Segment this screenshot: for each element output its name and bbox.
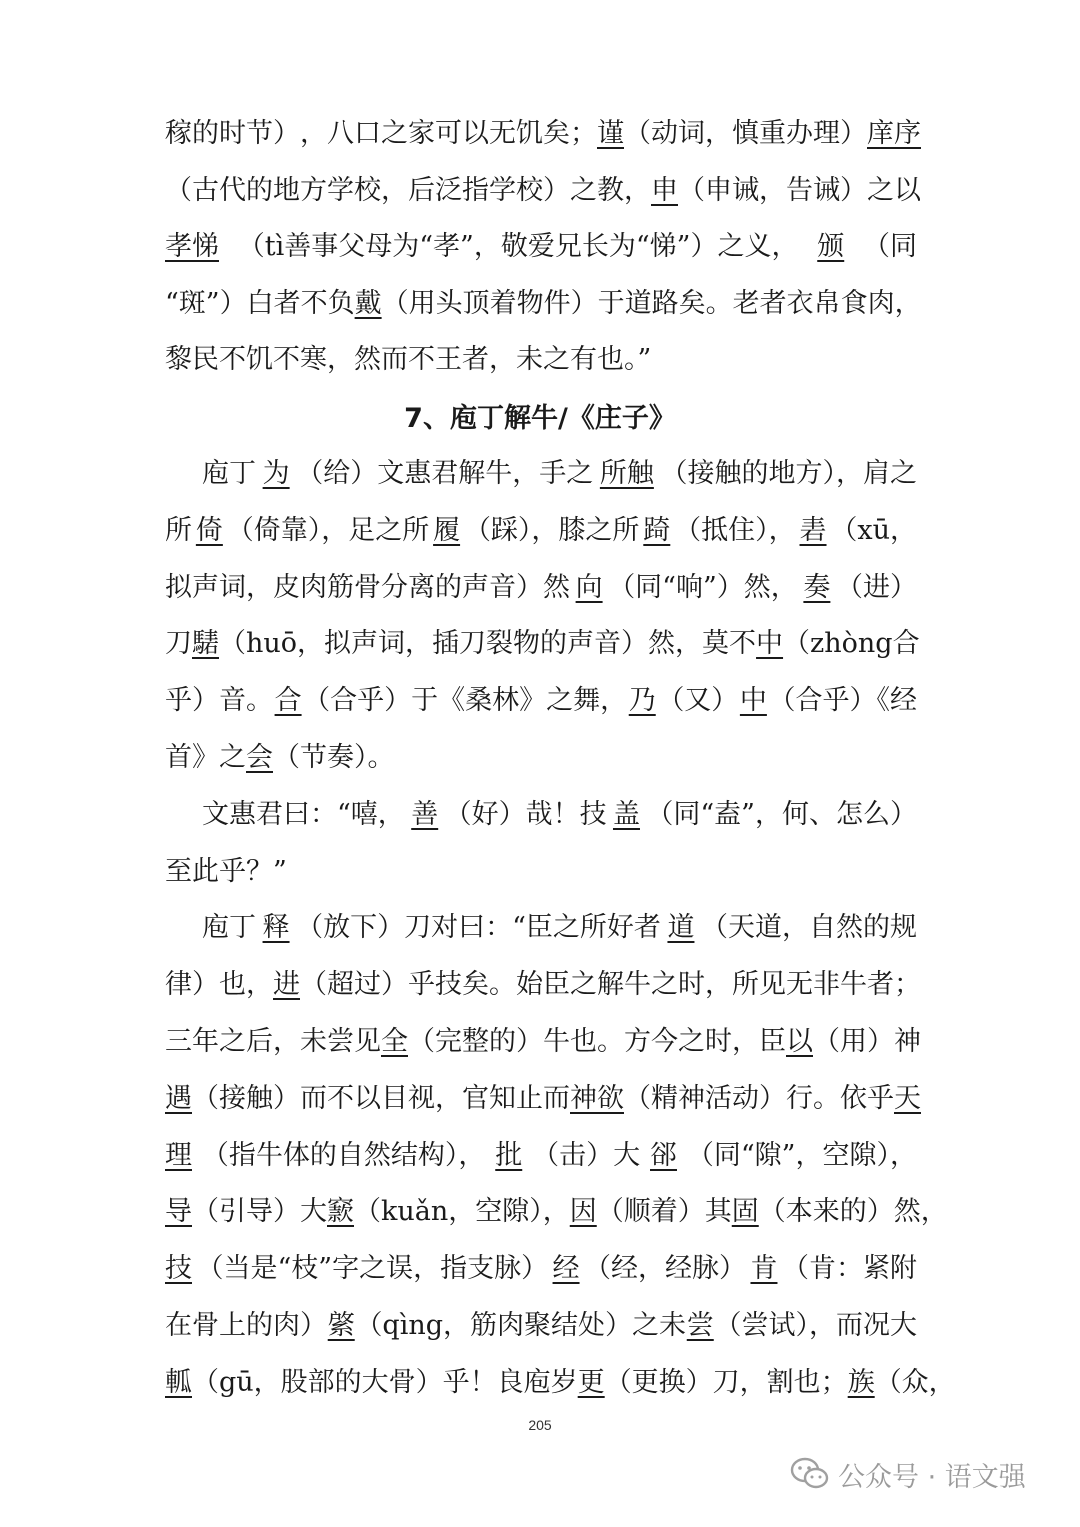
text-run: 庖丁 xyxy=(202,458,256,489)
text-run: 三年之后，未尝见 xyxy=(165,1026,381,1057)
text-run: （用头顶着物件）于道路矣。老者衣帛食肉， xyxy=(381,287,922,319)
text-line xyxy=(202,454,917,494)
keyword-underlined: 申 xyxy=(651,174,678,206)
text-run: （huō，拟声词，插刀裂物的声音）然，莫不 xyxy=(219,628,757,660)
keyword-underlined: 遇 xyxy=(165,1082,192,1114)
text-run: （tì善事父母为“孝”，敬爱兄长为“悌”）之义， xyxy=(237,231,799,262)
text-line xyxy=(165,624,920,664)
text-run: （古代的地方学校，后泛指学校）之教， xyxy=(165,174,651,206)
text-run: 所 xyxy=(165,514,192,546)
text-line xyxy=(165,852,917,892)
text-run: （进） xyxy=(835,571,917,603)
text-run: （用）神 xyxy=(813,1026,921,1057)
text-run: （尝试），而况大 xyxy=(714,1310,917,1341)
text-run: （众， xyxy=(874,1366,956,1398)
keyword-underlined: 经 xyxy=(552,1253,580,1285)
text-run: （节奏）。 xyxy=(273,742,395,773)
keyword-underlined: 批 xyxy=(495,1139,523,1171)
text-run: （更换）刀，割也； xyxy=(604,1366,848,1398)
text-run: 至此乎？” xyxy=(165,855,287,887)
text-run: （申诫，告诫）之以 xyxy=(678,174,921,206)
keyword-underlined: 砉 xyxy=(799,514,827,546)
text-run: （击）大 xyxy=(532,1139,641,1171)
keyword-underlined: 庠序 xyxy=(867,118,921,149)
text-run: （精神活动）行。依乎 xyxy=(624,1082,894,1114)
keyword-underlined: 孝悌 xyxy=(165,231,219,262)
text-run: （肯：紧附 xyxy=(781,1253,917,1285)
keyword-underlined: 族 xyxy=(847,1366,875,1398)
text-line xyxy=(165,738,917,778)
text-run: （给）文惠君解牛，手之 xyxy=(296,458,594,489)
text-line xyxy=(165,171,921,211)
text-line xyxy=(202,908,917,948)
keyword-underlined: 郤 xyxy=(650,1139,677,1171)
text-run: （同“响”）然， xyxy=(608,571,798,603)
text-run: （顺着）其 xyxy=(596,1196,732,1228)
keyword-underlined: 天 xyxy=(894,1082,921,1114)
text-run: 乎）音。 xyxy=(165,685,273,717)
text-line xyxy=(165,114,921,154)
keyword-underlined: 履 xyxy=(433,514,461,546)
text-line xyxy=(165,568,917,608)
text-run: （又） xyxy=(657,685,739,717)
text-run: （当是“枝”字之误，指支脉） xyxy=(196,1253,549,1285)
text-run: （经，经脉） xyxy=(584,1253,747,1285)
keyword-underlined: 理 xyxy=(165,1139,192,1171)
text-run: （gū，股部的大骨）乎！良庖岁 xyxy=(192,1366,578,1398)
watermark-text: 公众号 · 语文强 xyxy=(838,1461,1026,1493)
text-run: 庖丁 xyxy=(202,912,256,944)
text-run: （zhòng合 xyxy=(783,628,920,660)
text-run: （同“隙”，空隙）， xyxy=(686,1139,917,1171)
keyword-underlined: 释 xyxy=(262,912,290,944)
keyword-underlined: 肯 xyxy=(750,1253,778,1285)
text-run: （动词，慎重办理） xyxy=(624,118,867,149)
text-run: （同 xyxy=(863,231,917,262)
text-run: （接触）而不以目视，官知止而 xyxy=(192,1082,570,1114)
text-line xyxy=(165,1136,917,1176)
keyword-underlined: 奏 xyxy=(803,571,831,603)
keyword-underlined: 导 xyxy=(165,1196,192,1228)
text-run: “斑”）白者不负 xyxy=(165,287,355,319)
text-run: （本来的）然， xyxy=(758,1196,948,1228)
keyword-underlined: 尝 xyxy=(686,1310,714,1341)
text-line xyxy=(165,1363,956,1403)
keyword-underlined: 窾 xyxy=(327,1196,354,1228)
keyword-underlined: 会 xyxy=(246,742,273,773)
text-line xyxy=(165,681,917,721)
keyword-underlined: 戴 xyxy=(354,287,382,319)
keyword-underlined: 中 xyxy=(756,628,784,660)
text-run: 刀 xyxy=(165,628,192,660)
text-line xyxy=(165,965,921,1005)
watermark xyxy=(790,1452,1026,1496)
text-run: （同“盍”，何、怎么） xyxy=(646,798,917,830)
text-run: （好）哉！技 xyxy=(444,798,607,830)
text-run: （超过）乎技矣。始臣之解牛之时，所见无非牛者； xyxy=(300,969,921,1001)
text-run: 稼的时节） xyxy=(165,118,300,149)
text-run: 在骨上的肉） xyxy=(165,1310,327,1341)
text-run: （合乎）《经 xyxy=(768,685,917,717)
keyword-underlined: 颁 xyxy=(817,231,845,262)
text-line xyxy=(165,1249,917,1289)
keyword-underlined: 以 xyxy=(786,1026,813,1057)
keyword-underlined: 为 xyxy=(262,458,290,489)
keyword-underlined: 乃 xyxy=(628,685,656,717)
keyword-underlined: 道 xyxy=(667,912,695,944)
section-title: 7、庖丁解牛/《庄子》 xyxy=(404,403,676,434)
text-run: （抵住）， xyxy=(674,514,796,546)
text-line xyxy=(165,511,917,551)
keyword-underlined: 技 xyxy=(165,1253,192,1285)
text-run: （完整的）牛也。方今之时，臣 xyxy=(408,1026,786,1057)
text-line xyxy=(165,1022,921,1062)
keyword-underlined: 谨 xyxy=(597,118,624,149)
text-line xyxy=(165,284,922,324)
text-run: （倚靠），足之所 xyxy=(226,514,430,546)
keyword-underlined: 中 xyxy=(739,685,767,717)
page-number: 205 xyxy=(528,1417,552,1433)
keyword-underlined: 全 xyxy=(381,1026,408,1057)
keyword-underlined: 倚 xyxy=(195,514,223,546)
text-line xyxy=(165,1079,921,1119)
text-run: 黎民不饥不寒，然而不王者，未之有也。” xyxy=(165,344,652,375)
keyword-underlined: 所触 xyxy=(599,458,654,489)
keyword-underlined: 因 xyxy=(569,1196,597,1228)
keyword-underlined: 进 xyxy=(273,969,300,1001)
text-line xyxy=(165,1306,917,1346)
keyword-underlined: 軱 xyxy=(165,1366,192,1398)
text-run: （引导）大 xyxy=(192,1196,327,1228)
text-line xyxy=(165,227,917,267)
text-line xyxy=(165,1192,948,1232)
keyword-underlined: 向 xyxy=(575,571,603,603)
text-run: （天道，自然的规 xyxy=(701,912,917,944)
text-run: 首》之 xyxy=(165,742,246,773)
text-run: （指牛体的自然结构）， xyxy=(201,1139,486,1171)
text-run: （合乎）于《桑林》之舞， xyxy=(303,685,628,717)
text-line xyxy=(165,340,917,380)
text-run: （接触的地方），肩之 xyxy=(660,458,917,489)
keyword-underlined: 騞 xyxy=(192,628,219,660)
text-run: （kuǎn，空隙）， xyxy=(354,1196,570,1228)
text-run: 文惠君曰：“嘻， xyxy=(202,798,405,830)
text-run: ，八口之家可以无饥矣； xyxy=(300,118,597,149)
keyword-underlined: 合 xyxy=(274,685,302,717)
keyword-underlined: 盖 xyxy=(612,798,640,830)
keyword-underlined: 神欲 xyxy=(570,1082,624,1114)
text-run: （xū， xyxy=(830,514,917,546)
text-run: （踩），膝之所 xyxy=(463,514,640,546)
keyword-underlined: 綮 xyxy=(327,1310,355,1341)
text-run: 律）也， xyxy=(165,969,273,1001)
text-run: （qìng，筋肉聚结处）之未 xyxy=(355,1310,687,1341)
text-run: （放下）刀对曰：“臣之所好者 xyxy=(296,912,661,944)
keyword-underlined: 固 xyxy=(731,1196,759,1228)
keyword-underlined: 更 xyxy=(577,1366,605,1398)
text-run: 拟声词，皮肉筋骨分离的声音）然 xyxy=(165,571,570,603)
keyword-underlined: 踦 xyxy=(643,514,671,546)
keyword-underlined: 善 xyxy=(411,798,439,830)
text-line xyxy=(202,795,917,835)
wechat-icon xyxy=(790,1457,830,1491)
